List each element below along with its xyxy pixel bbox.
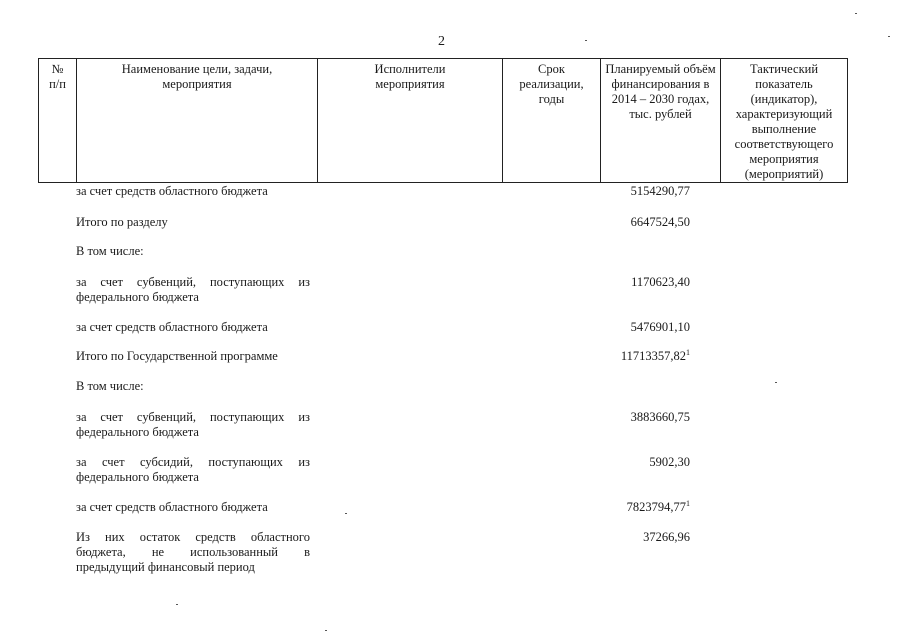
header-col-indicator: Тактический показатель (индикатор), характеризующий выполнение соответствующего мероприятия (мероприятий) <box>721 59 848 183</box>
row-label: за счет субсидий, поступающих из федерального бюджета <box>76 455 310 484</box>
row-amount: 5154290,77 <box>630 184 690 198</box>
row-label: за счет средств областного бюджета <box>76 320 268 334</box>
row-amount: 5476901,10 <box>630 320 690 334</box>
header-col-executors: Исполнители мероприятия <box>318 59 503 183</box>
header-col-number: № п/п <box>39 59 77 183</box>
row-label: за счет субвенций, поступающих из федерального бюджета <box>76 410 310 439</box>
header-col-term: Срок реализации, годы <box>503 59 601 183</box>
row-label: Итого по Государственной программе <box>76 349 278 363</box>
scan-speck <box>855 13 857 14</box>
scan-speck <box>888 36 890 37</box>
row-label: В том числе: <box>76 244 144 258</box>
page-number: 2 <box>438 34 445 49</box>
row-label: за счет средств областного бюджета <box>76 500 268 514</box>
header-col-financing: Планируемый объём финансирования в 2014 – 2030 годах, тыс. рублей <box>601 59 721 183</box>
row-label: В том числе: <box>76 379 144 393</box>
row-amount: 11713357,82$^1$ <box>620 348 690 363</box>
row-label: Из них остаток средств областного бюджета, не использованный в предыдущий финансовый период <box>76 530 310 574</box>
row-amount: 7823794,77$^1$ <box>626 499 690 514</box>
scan-speck <box>176 604 178 605</box>
row-amount: 3883660,75 <box>630 410 690 424</box>
scan-speck <box>345 513 347 514</box>
row-label: за счет субвенций, поступающих из федерального бюджета <box>76 275 310 304</box>
row-amount: 1170623,40 <box>631 275 690 289</box>
row-amount: 37266,96 <box>643 530 690 544</box>
header-col-name: Наименование цели, задачи, мероприятия <box>77 59 318 183</box>
row-amount: 6647524,50 <box>630 215 690 229</box>
row-label: за счет средств областного бюджета <box>76 184 268 198</box>
row-label: Итого по разделу <box>76 215 168 229</box>
scan-speck <box>585 40 587 41</box>
table-header <box>38 58 848 183</box>
scan-speck <box>325 630 327 631</box>
scan-speck <box>775 382 777 383</box>
row-amount: 5902,30 <box>649 455 690 469</box>
